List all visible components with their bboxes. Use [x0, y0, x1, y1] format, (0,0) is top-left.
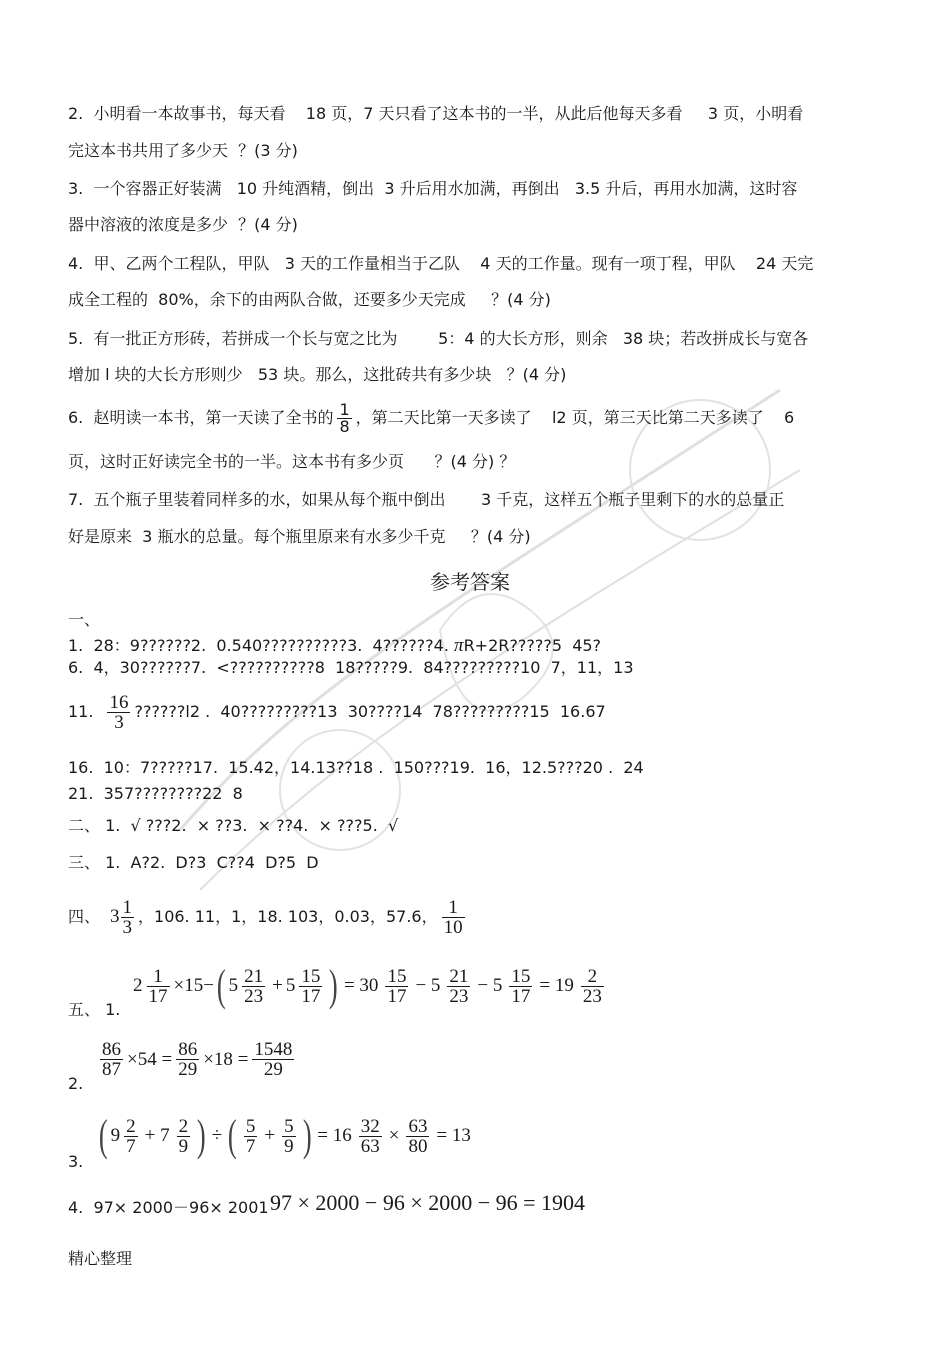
pi-symbol: π: [454, 635, 464, 656]
left-paren: (: [98, 1111, 108, 1160]
section-4-answers: [68, 890, 469, 944]
denominator: 63: [360, 1135, 380, 1157]
eq1-frac-b: [242, 967, 265, 1006]
denominator: 9: [284, 1135, 294, 1157]
equation-4-expr: 97 × 2000 − 96 × 2000 − 96 = 1904: [270, 1190, 586, 1215]
question-4-line-1: 4. 甲、乙两个工程队，甲队 3 天的工作量相当于乙队 4 天的工作量。现有一项丁程，甲队 24 天完: [68, 254, 814, 273]
eq3-whole-9: 9: [110, 1125, 121, 1146]
numerator: 2: [126, 1115, 136, 1137]
eq3-frac-2: [177, 1117, 191, 1156]
section-3-answers: 三、 1. A?2. D?3 C??4 D?5 D: [68, 853, 319, 872]
denominator: 23: [449, 985, 469, 1007]
left-paren-2: (: [228, 1111, 237, 1160]
eq2-frac-a: [100, 1040, 123, 1079]
question-5-line-2: 增加 l 块的大长方形则少 53 块。那么，这批砖共有多少块 ？(4 分): [68, 365, 567, 384]
eq1-frac-e: [447, 967, 470, 1006]
eq1-minus-5: − 5: [415, 975, 441, 996]
eq3-frac-6: [406, 1117, 429, 1156]
numerator: 15: [387, 965, 407, 987]
equation-3-lead: 3.: [68, 1152, 84, 1171]
eq2-frac-b: [176, 1040, 199, 1079]
eq1-frac-c: [299, 967, 322, 1006]
eq2-times-18: ×18 =: [203, 1048, 249, 1070]
eq1-frac-g: [581, 967, 604, 1006]
fraction-one-eighth: [337, 402, 351, 435]
numerator: 5: [284, 1115, 294, 1137]
denominator: 3: [107, 712, 130, 732]
eq3-frac-3: [244, 1117, 258, 1156]
numerator: 1: [122, 896, 133, 918]
right-paren: ): [197, 1111, 206, 1160]
denominator: 8: [339, 417, 350, 436]
eq1-minus-5-b: − 5: [477, 975, 503, 996]
footer-text: 精心整理: [68, 1249, 133, 1268]
whole-part: 3: [110, 906, 120, 927]
answers-row-3: [68, 688, 606, 736]
numerator: 86: [178, 1039, 198, 1060]
question-4-line-2: 成全工程的 80%，余下的由两队合做，还要多少天完成 ？(4 分): [68, 290, 551, 309]
answers-row-1-b: R+2R?????5 45?: [463, 636, 602, 655]
answers-row-4: 16. 10：7?????17. 15.42，14.13??18 . 150???19. 16，12.5???20 . 24: [68, 758, 644, 777]
denominator: 23: [582, 985, 602, 1007]
answers-row-3-lead: 11.: [68, 702, 94, 721]
numerator: 1: [339, 400, 350, 419]
denominator: 17: [301, 985, 321, 1007]
equation-2-lead: 2.: [68, 1074, 84, 1093]
numerator: 2: [587, 965, 598, 987]
denominator: 3: [122, 916, 133, 938]
mixed-number-3-1-3: [110, 890, 138, 944]
denominator: 7: [245, 1135, 256, 1157]
denominator: 29: [252, 1059, 294, 1079]
eq1-times-15: ×15−: [173, 975, 214, 996]
right-paren: ): [329, 961, 339, 1010]
numerator: 86: [102, 1039, 121, 1060]
denominator: 80: [408, 1135, 428, 1157]
eq3-frac-5: [359, 1117, 382, 1156]
equation-2: [96, 1040, 298, 1079]
eq3-frac-1: [124, 1117, 138, 1156]
eq3-frac-4: [282, 1117, 296, 1156]
numerator: 1548: [254, 1039, 293, 1060]
eq1-frac-a: [147, 967, 170, 1006]
fraction-part: [121, 898, 135, 937]
denominator: 87: [102, 1059, 121, 1080]
eq2-times-54: ×54 =: [127, 1048, 173, 1070]
numerator: 15: [511, 965, 531, 987]
answers-row-2: 6. 4，30??????7. <??????????8 18?????9. 84?????????10 7，11，13: [68, 658, 634, 677]
denominator: 17: [387, 985, 407, 1007]
answers-row-1-a: 1. 28：9??????2. 0.540??????????3. 4??????4.: [68, 636, 455, 655]
eq2-frac-c: [252, 1040, 294, 1079]
question-6-line-2: 页，这时正好读完全书的一半。这本书有多少页 ？(4 分) ？: [68, 452, 516, 471]
numerator: 1: [448, 897, 458, 918]
eq1-frac-f: [509, 967, 532, 1006]
denominator: 10: [443, 917, 463, 938]
numerator: 2: [178, 1115, 189, 1137]
eq3-result: = 13: [436, 1125, 471, 1146]
answers-row-1: [68, 636, 601, 656]
left-paren: (: [216, 961, 226, 1010]
question-6-text-b: ，第二天比第一天多读了 l2 页，第三天比第二天多读了 6: [355, 408, 795, 427]
numerator: 1: [153, 965, 163, 987]
question-5-line-1: 5. 有一批正方形砖，若拼成一个长与宽之比为 5：4 的大长方形，则余 38 块；若改拼成长与宽各: [68, 329, 809, 348]
eq1-frac-d: [385, 967, 408, 1006]
eq1-equals-19: = 19: [539, 975, 574, 996]
answer-title: 参考答案: [430, 570, 510, 594]
eq1-whole-a: 2: [133, 975, 143, 996]
times-sign: ×: [388, 1125, 400, 1146]
section-2-answers: 二、 1. √ ???2. × ??3. × ??4. × ???5. √: [68, 816, 399, 835]
fraction-one-tenth: [442, 898, 465, 937]
equation-4-text: 4. 97× 2000－96× 2001: [68, 1198, 269, 1217]
question-6-line-1: [68, 398, 794, 438]
eq3-equals-16: = 16: [317, 1125, 352, 1146]
eq1-equals-30: = 30: [343, 975, 379, 996]
numerator: 63: [408, 1115, 428, 1137]
answers-row-3-rest: ??????l2 . 40?????????13 30????14 78?????????15 16.67: [134, 702, 606, 721]
equation-1: [133, 961, 608, 1010]
eq3-plus-7: + 7: [144, 1125, 170, 1146]
equation-3: [96, 1111, 474, 1160]
numerator: 21: [244, 965, 264, 987]
denominator: 23: [244, 985, 264, 1007]
plus-sign: +: [264, 1125, 276, 1146]
plus-sign: +: [272, 975, 283, 996]
numerator: 15: [301, 965, 321, 987]
denominator: 9: [178, 1135, 189, 1157]
fraction-16-thirds: [107, 693, 130, 732]
denominator: 29: [178, 1059, 198, 1080]
right-paren-2: ): [302, 1111, 312, 1160]
numerator: 32: [360, 1115, 380, 1137]
numerator: 16: [109, 692, 129, 713]
divide-sign: ÷: [211, 1125, 223, 1146]
section-5-lead: 五、 1.: [68, 1000, 121, 1019]
answers-row-5: 21. 357????????22 8: [68, 784, 243, 803]
section-4-lead: 四、: [68, 907, 101, 926]
section-1-heading: 一、: [68, 610, 101, 629]
denominator: 7: [126, 1135, 136, 1157]
denominator: 17: [511, 985, 531, 1007]
question-2-line-1: 2. 小明看一本故事书，每天看 18 页，7 天只看了这本书的一半，从此后他每天多看 3 页，小明看: [68, 104, 804, 123]
question-3-line-1: 3. 一个容器正好装满 10 升纯酒精，倒出 3 升后用水加满，再倒出 3.5 升后，再用水加满，这时容: [68, 179, 798, 198]
eq1-whole-c: 5: [285, 975, 296, 996]
question-2-line-2: 完这本书共用了多少天 ？(3 分): [68, 141, 298, 160]
denominator: 17: [148, 985, 168, 1007]
question-3-line-2: 器中溶液的浓度是多少 ？(4 分): [68, 215, 298, 234]
eq1-whole-b: 5: [228, 975, 239, 996]
numerator: 5: [245, 1115, 256, 1137]
question-7-line-1: 7. 五个瓶子里装着同样多的水，如果从每个瓶中倒出 3 千克，这样五个瓶子里剩下的水的总量正: [68, 490, 785, 509]
numerator: 21: [449, 965, 469, 987]
question-6-text-a: 6. 赵明读一本书，第一天读了全书的: [68, 408, 334, 427]
section-4-values: ，106. 11，1，18. 103，0.03，57.6，: [138, 907, 438, 926]
question-7-line-2: 好是原来 3 瓶水的总量。每个瓶里原来有水多少千克 ？(4 分): [68, 527, 531, 546]
